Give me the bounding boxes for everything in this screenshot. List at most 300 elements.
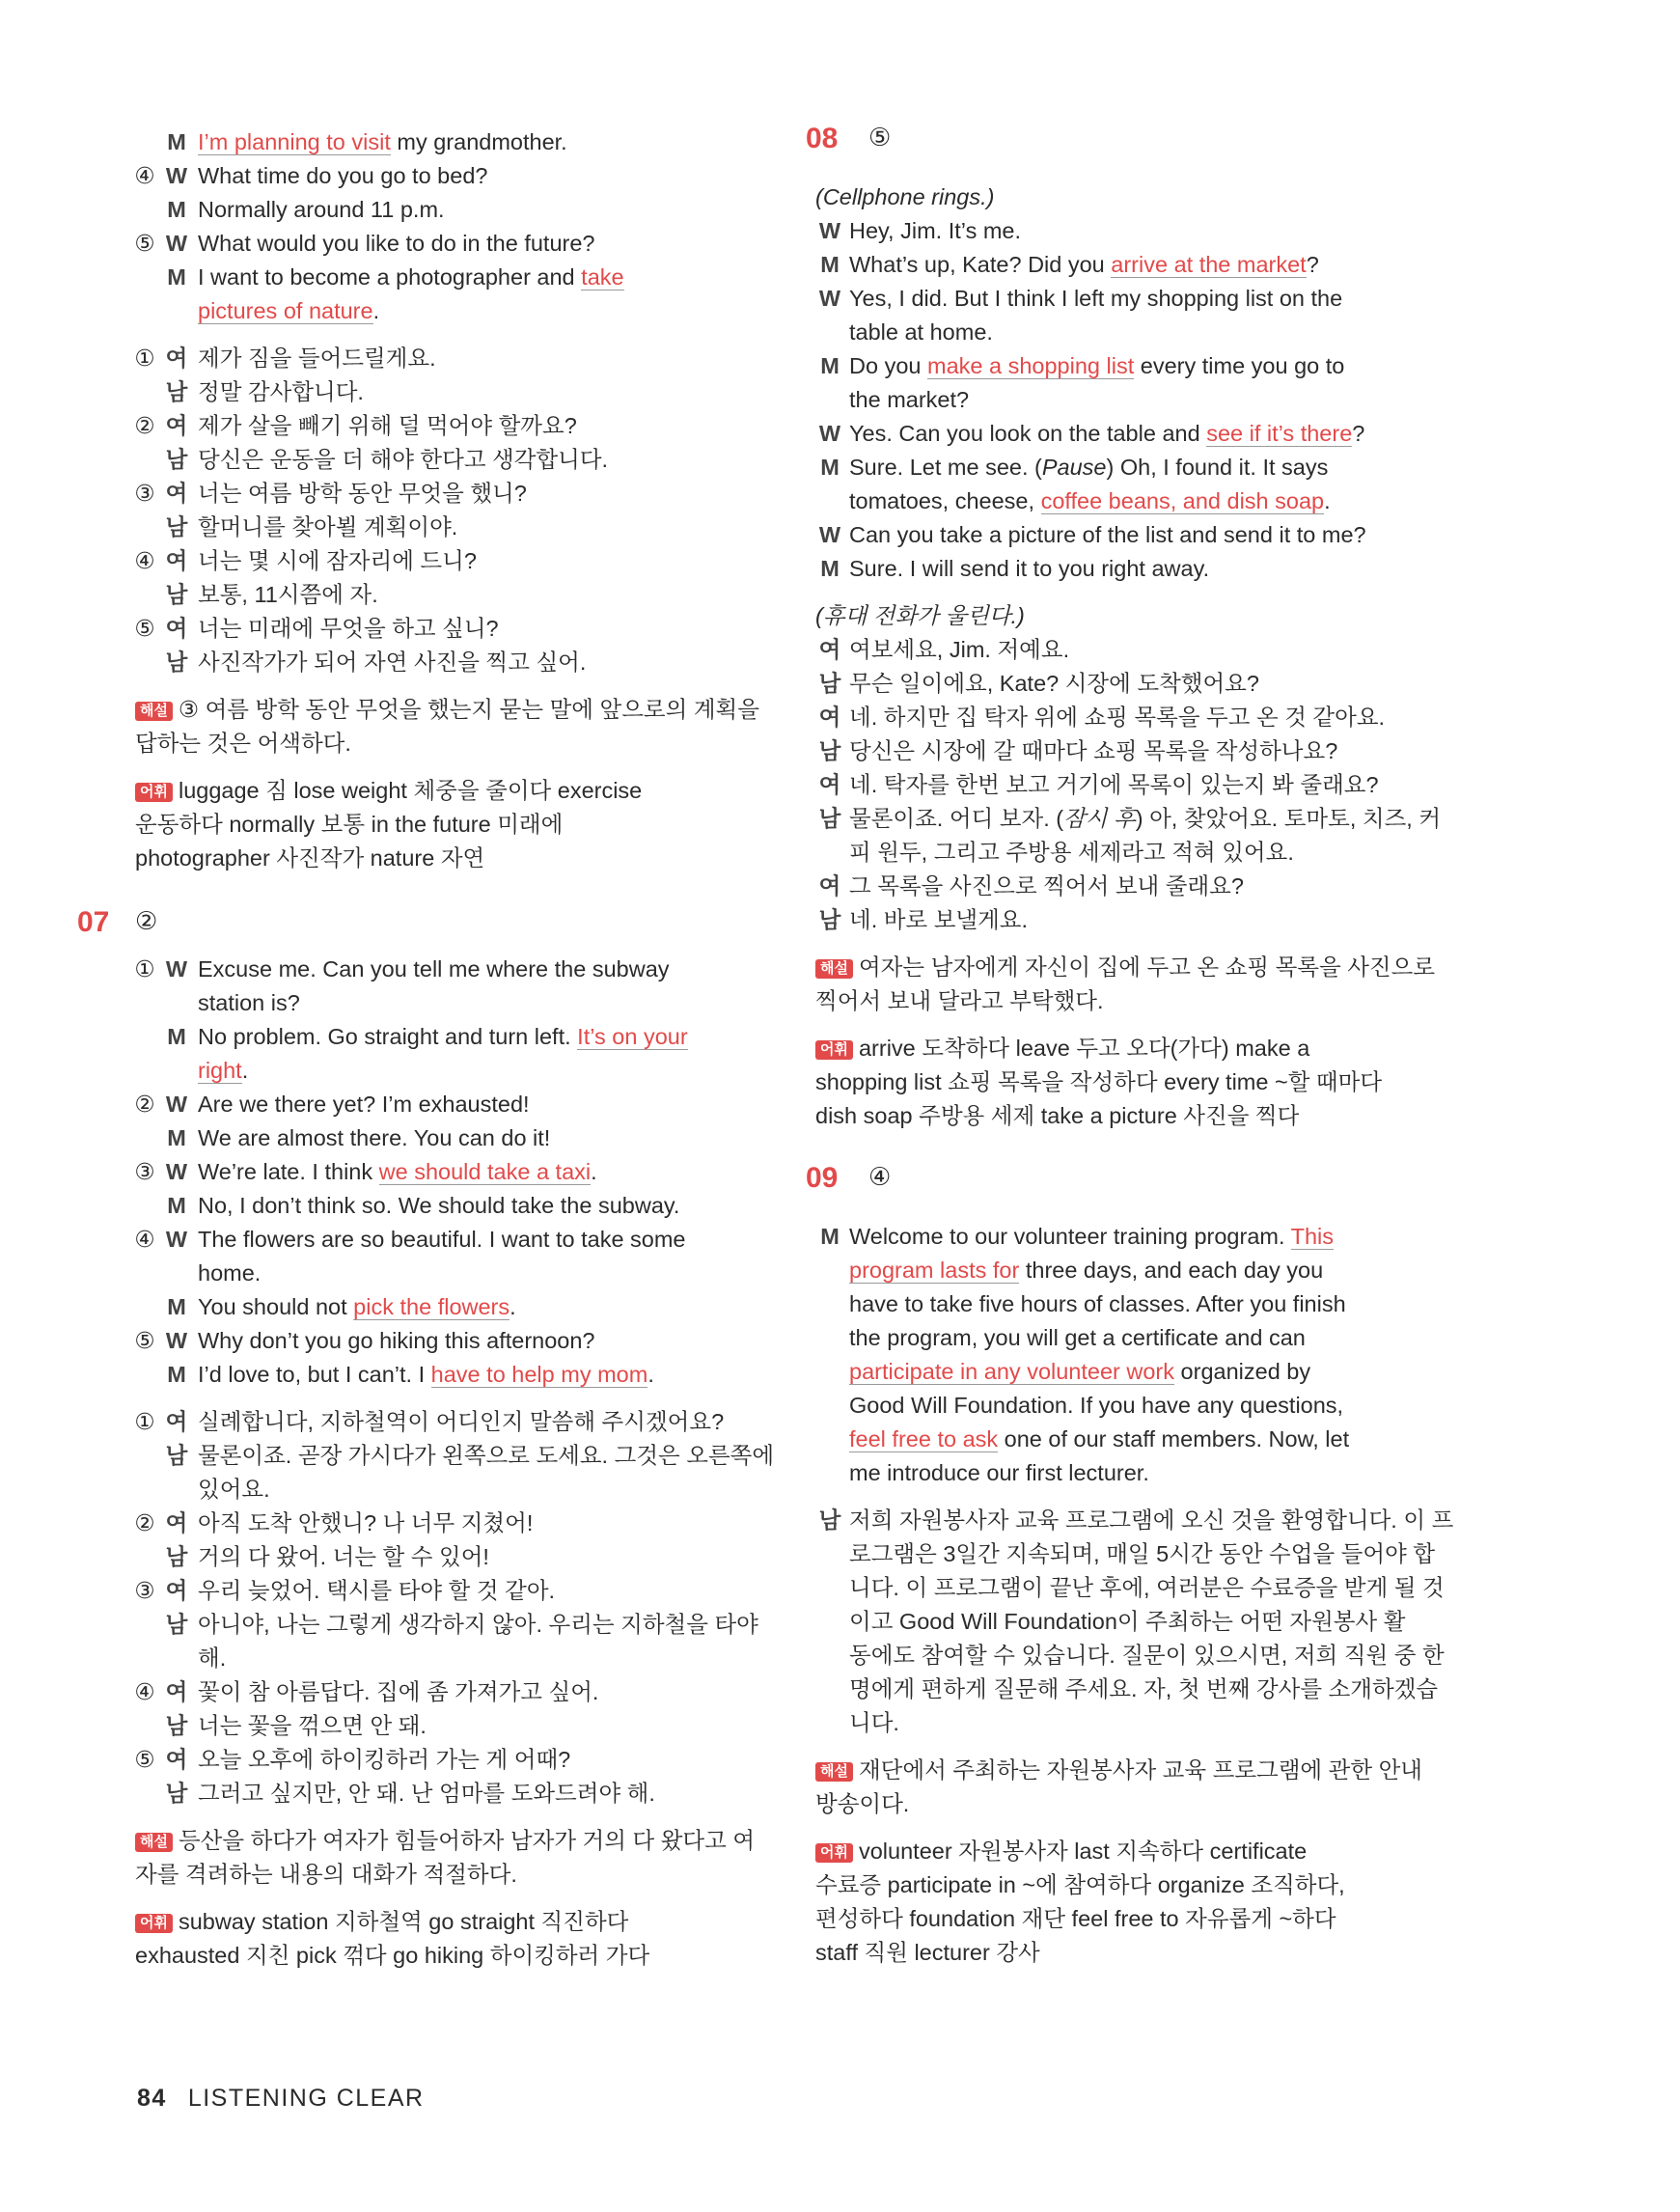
option-number: ① [134, 346, 155, 371]
line-text: 네. 바로 보낼게요. [849, 907, 1029, 932]
speaker: 여 [818, 772, 841, 797]
translation-line [135, 1439, 791, 1473]
vocabulary-text: photographer 사진작가 nature 자연 [135, 845, 485, 871]
dialogue-line [135, 261, 791, 294]
speaker: 남 [165, 1612, 188, 1637]
line-text: me introduce our first lecturer. [849, 1460, 1149, 1485]
speaker: 남 [818, 806, 841, 831]
answer-number: ⑤ [868, 123, 892, 152]
option-number: ④ [134, 1679, 155, 1704]
explanation-text: 재단에서 주최하는 자원봉사자 교육 프로그램에 관한 안내 [858, 1757, 1422, 1783]
explanation-text: ③ 여름 방학 동안 무엇을 했는지 묻는 말에 앞으로의 계획을 [178, 697, 759, 722]
dialogue-line [135, 1155, 791, 1189]
speaker: M [167, 1024, 186, 1049]
line-text: 있어요. [198, 1477, 270, 1502]
speaker: 남 [165, 1544, 188, 1569]
vocabulary-text: dish soap 주방용 세제 take a picture 사진을 찍다 [815, 1103, 1300, 1128]
speaker: 남 [818, 907, 841, 932]
line-text: 사진작가가 되어 자연 사진을 찍고 싶어. [198, 650, 587, 675]
vocabulary [135, 774, 791, 808]
highlight-text: see if it’s there [1206, 421, 1353, 446]
vocabulary-text: luggage 짐 lose weight 체중을 줄이다 exercise [178, 778, 643, 803]
stage-direction [815, 599, 1491, 633]
dialogue-line [815, 282, 1491, 316]
dialogue-line [815, 1456, 1491, 1490]
dialogue-line [135, 1290, 791, 1324]
dialogue-line [815, 248, 1491, 282]
line-text: . [591, 1159, 597, 1184]
line-text: Sure. Let me see. ( [849, 455, 1042, 480]
dialogue-line [135, 227, 791, 261]
speaker: W [165, 1328, 188, 1353]
speaker: M [167, 129, 186, 154]
dialogue-line [135, 1324, 791, 1358]
line-text: Do you [849, 353, 922, 378]
speaker: 여 [165, 346, 188, 371]
answer-number: ④ [868, 1162, 892, 1191]
line-text: Normally around 11 p.m. [198, 197, 445, 222]
line-text: You should not [198, 1294, 347, 1319]
vocabulary-tag: 어휘 [815, 1843, 853, 1863]
option-number: ② [134, 1510, 155, 1535]
line-text: 니다. 이 프로그램이 끝난 후에, 여러분은 수료증을 받게 될 것 [849, 1575, 1445, 1600]
option-number: ② [134, 413, 155, 438]
line-text: 아니야, 나는 그렇게 생각하지 않아. 우리는 지하철을 타야 [198, 1612, 758, 1637]
option-number: ④ [134, 548, 155, 573]
line-text: 네. 탁자를 한번 보고 거기에 목록이 있는지 봐 줄래요? [849, 772, 1379, 797]
dialogue-line [815, 518, 1491, 552]
line-text: I’d love to, but I can’t. I [198, 1362, 426, 1387]
line-text: (Cellphone rings.) [815, 184, 995, 209]
line-text: 할머니를 찾아뵐 계획이야. [198, 514, 458, 539]
dialogue-line [815, 1389, 1491, 1423]
vocabulary-text: arrive 도착하다 leave 두고 오다(가다) make a [858, 1036, 1310, 1061]
translation-line [135, 646, 791, 679]
option-number: ⑤ [134, 1747, 155, 1772]
line-text: table at home. [849, 319, 993, 345]
line-text: . [241, 1058, 249, 1083]
line-text: my grandmother. [397, 129, 567, 154]
line-text: 여보세요, Jim. 저예요. [849, 637, 1070, 662]
speaker: 여 [165, 616, 188, 641]
translation-line [135, 1507, 791, 1540]
speaker: 여 [165, 1409, 188, 1434]
vocabulary-text: subway station 지하철역 go straight 직진하다 [178, 1909, 629, 1934]
highlight-text: participate in any volunteer work [849, 1359, 1175, 1384]
vocabulary [815, 1032, 1491, 1065]
line-text: What’s up, Kate? Did you [849, 252, 1105, 277]
explanation-text: 자를 격려하는 내용의 대화가 적절하다. [135, 1862, 517, 1887]
option-number: ① [134, 956, 155, 982]
vocabulary-text: 수료증 participate in ~에 참여하다 organize 조직하다, [815, 1872, 1345, 1897]
speaker: M [820, 1224, 840, 1249]
line-text: 아직 도착 안했니? 나 너무 지쳤어! [198, 1510, 534, 1535]
speaker: 남 [165, 514, 188, 539]
option-number: ④ [134, 163, 155, 188]
line-text: 로그램은 3일간 지속되며, 매일 5시간 동안 수업을 들어야 합 [849, 1541, 1436, 1566]
dialogue-line [135, 1223, 791, 1257]
speaker: W [165, 956, 188, 982]
translation-line [815, 802, 1491, 836]
question-header [806, 1150, 1491, 1220]
speaker: 여 [165, 1510, 188, 1535]
line-text: 잠시 후 [1063, 806, 1136, 831]
explanation-tag: 해설 [815, 959, 853, 979]
translation-line [135, 1642, 791, 1675]
dialogue-line [815, 349, 1491, 383]
line-text: 피 원두, 그리고 주방용 세제라고 적혀 있어요. [849, 840, 1294, 865]
line-text: 꽃이 참 아름답다. 집에 좀 가져가고 싶어. [198, 1679, 599, 1704]
line-text: 너는 미래에 무엇을 하고 싶니? [198, 616, 499, 641]
dialogue-line [135, 1088, 791, 1121]
line-text: ) 아, 찾았어요. 토마토, 치즈, 커 [1135, 806, 1442, 831]
line-text: tomatoes, cheese, [849, 488, 1035, 513]
highlight-text: arrive at the market [1111, 252, 1307, 277]
dialogue-line [815, 214, 1491, 248]
translation-line [815, 1537, 1491, 1571]
dialogue-line [135, 159, 791, 193]
line-text: 너는 꽃을 꺾으면 안 돼. [198, 1713, 427, 1738]
explanation [135, 1824, 791, 1858]
dialogue-line [815, 1423, 1491, 1456]
vocabulary-text: exhausted 지친 pick 꺾다 go hiking 하이킹하러 가다 [135, 1943, 650, 1968]
translation-line [815, 701, 1491, 734]
dialogue-line [815, 552, 1491, 586]
line-text: 우리 늦었어. 택시를 타야 할 것 같아. [198, 1578, 556, 1603]
speaker: M [167, 1193, 186, 1218]
speaker: M [820, 455, 840, 480]
line-text: 정말 감사합니다. [198, 379, 364, 404]
explanation-tag: 해설 [135, 1833, 173, 1852]
line-text: 실례합니다, 지하철역이 어디인지 말씀해 주시겠어요? [198, 1409, 725, 1434]
speaker: W [165, 231, 188, 256]
highlight-text: right [198, 1058, 242, 1083]
line-text: ) Oh, I found it. It says [1106, 455, 1329, 480]
explanation-text: 등산을 하다가 여자가 힘들어하자 남자가 거의 다 왔다고 여 [178, 1828, 756, 1853]
translation-line [135, 511, 791, 544]
speaker: W [165, 163, 188, 188]
explanation-text: 방송이다. [815, 1791, 910, 1816]
vocabulary-text: staff 직원 lecturer 강사 [815, 1940, 1040, 1965]
line-text: Pause [1041, 455, 1107, 480]
highlight-text: It’s on your [577, 1024, 688, 1049]
line-text: Good Will Foundation. If you have any questions, [849, 1393, 1344, 1418]
speaker: M [167, 197, 186, 222]
line-text: three days, and each day you [1025, 1258, 1324, 1283]
translation-line [815, 1504, 1491, 1537]
vocabulary-tag: 어휘 [815, 1040, 853, 1060]
line-text: 저희 자원봉사자 교육 프로그램에 오신 것을 환영합니다. 이 프 [849, 1507, 1454, 1533]
speaker: 남 [165, 1781, 188, 1806]
vocabulary [135, 1905, 791, 1939]
line-text: I want to become a photographer and [198, 264, 575, 290]
line-text: organized by [1180, 1359, 1311, 1384]
translation-line [815, 870, 1491, 903]
vocabulary-text: volunteer 자원봉사자 last 지속하다 certificate [858, 1839, 1308, 1864]
speaker: 남 [165, 650, 188, 675]
line-text: No, I don’t think so. We should take the subway. [198, 1193, 680, 1218]
translation-line [135, 578, 791, 612]
speaker: 여 [165, 481, 188, 506]
line-text: every time you go to [1140, 353, 1345, 378]
speaker: 남 [165, 447, 188, 472]
line-text: . [647, 1362, 654, 1387]
dialogue-line [815, 484, 1491, 518]
explanation [815, 1754, 1491, 1787]
speaker: 여 [818, 873, 841, 899]
speaker: W [165, 1227, 188, 1252]
dialogue-line [815, 1220, 1491, 1254]
dialogue-line [135, 294, 791, 328]
translation-line [135, 443, 791, 477]
line-text: . [1324, 488, 1331, 513]
line-text: 너는 여름 방학 동안 무엇을 했니? [198, 481, 527, 506]
book-title: LISTENING CLEAR [187, 2085, 425, 2112]
translation-line [135, 375, 791, 409]
answer-number: ② [135, 906, 158, 935]
dialogue-line [815, 451, 1491, 484]
vocabulary-tag: 어휘 [135, 1914, 173, 1933]
speaker: 여 [165, 1747, 188, 1772]
option-number: ③ [134, 481, 155, 506]
line-text: We are almost there. You can do it! [198, 1125, 551, 1150]
line-text: (휴대 전화가 울린다.) [815, 603, 1025, 628]
line-text: the market? [849, 387, 970, 412]
option-number: ⑤ [134, 231, 155, 256]
translation-line [135, 1675, 791, 1709]
option-number: ① [134, 1409, 155, 1434]
vocabulary-tag: 어휘 [135, 783, 173, 802]
speaker: 여 [165, 548, 188, 573]
line-text: 물론이죠. 곧장 가시다가 왼쪽으로 도세요. 그것은 오른쪽에 [198, 1443, 775, 1468]
highlight-text: make a shopping list [927, 353, 1135, 378]
stage-direction [815, 180, 1491, 214]
line-text: 동에도 참여할 수 있습니다. 질문이 있으시면, 저희 직원 중 한 [849, 1643, 1445, 1668]
question-number: 09 [806, 1162, 839, 1194]
line-text: 무슨 일이에요, Kate? 시장에 도착했어요? [849, 671, 1259, 696]
speaker: 남 [165, 1713, 188, 1738]
line-text: 그러고 싶지만, 안 돼. 난 엄마를 도와드려야 해. [198, 1781, 655, 1806]
option-number: ② [134, 1092, 155, 1117]
left-column [77, 125, 791, 1973]
dialogue-line [135, 193, 791, 227]
line-text: ? [1306, 252, 1319, 277]
line-text: Why don’t you go hiking this afternoon? [198, 1328, 595, 1353]
line-text: ? [1352, 421, 1365, 446]
translation-line [135, 1777, 791, 1811]
speaker: 여 [165, 1578, 188, 1603]
highlight-text: have to help my mom [430, 1362, 648, 1387]
line-text: 제가 짐을 들어드릴게요. [198, 346, 436, 371]
line-text: 니다. [849, 1710, 899, 1735]
highlight-text: pick the flowers [353, 1294, 510, 1319]
line-text: Yes, I did. But I think I left my shopping list on the [849, 286, 1343, 311]
page-footer [137, 2085, 425, 2113]
highlight-text: feel free to ask [849, 1426, 999, 1452]
translation-line [135, 409, 791, 443]
question-header [806, 111, 1491, 180]
highlight-text: coffee beans, and dish soap [1040, 488, 1325, 513]
line-text: Yes. Can you look on the table and [849, 421, 1200, 446]
line-text: the program, you will get a certificate and can [849, 1325, 1306, 1350]
dialogue-line [815, 417, 1491, 451]
explanation [135, 693, 791, 727]
translation-line [815, 836, 1491, 870]
speaker: M [167, 1294, 186, 1319]
translation-line [815, 1673, 1491, 1706]
translation-line [135, 1709, 791, 1743]
translation-line [135, 1540, 791, 1574]
dialogue-line [135, 1257, 791, 1290]
speaker: W [165, 1159, 188, 1184]
dialogue-line [135, 953, 791, 986]
speaker: 남 [818, 671, 841, 696]
translation-line [135, 1608, 791, 1642]
line-text: Can you take a picture of the list and send it to me? [849, 522, 1366, 547]
line-text: 오늘 오후에 하이킹하러 가는 게 어때? [198, 1747, 571, 1772]
vocabulary-text: 운동하다 normally 보통 in the future 미래에 [135, 812, 564, 837]
speaker: 여 [165, 1679, 188, 1704]
line-text: 거의 다 왔어. 너는 할 수 있어! [198, 1544, 489, 1569]
speaker: 남 [165, 582, 188, 607]
translation-line [815, 1571, 1491, 1605]
option-number: ⑤ [134, 616, 155, 641]
speaker: M [167, 1125, 186, 1150]
translation-line [135, 1473, 791, 1507]
translation-line [815, 903, 1491, 937]
right-column [806, 121, 1491, 1970]
line-text: station is? [198, 990, 300, 1015]
explanation-text: 답하는 것은 어색하다. [135, 731, 351, 756]
translation-line [815, 1706, 1491, 1740]
line-text: one of our staff members. Now, let [1004, 1426, 1350, 1452]
line-text: home. [198, 1260, 262, 1286]
dialogue-line [135, 986, 791, 1020]
line-text: 명에게 편하게 질문해 주세요. 자, 첫 번째 강사를 소개하겠습 [849, 1676, 1439, 1701]
translation-line [815, 1639, 1491, 1673]
line-text: have to take five hours of classes. After you finish [849, 1291, 1346, 1316]
line-text: We’re late. I think [198, 1159, 373, 1184]
line-text: 당신은 운동을 더 해야 한다고 생각합니다. [198, 447, 609, 472]
line-text: What would you like to do in the future? [198, 231, 595, 256]
highlight-text: This [1290, 1224, 1335, 1249]
speaker: 남 [165, 379, 188, 404]
dialogue-line [135, 1189, 791, 1223]
translation-line [135, 1574, 791, 1608]
line-text: 그 목록을 사진으로 찍어서 보내 줄래요? [849, 873, 1244, 899]
translation-line [135, 1405, 791, 1439]
option-number: ④ [134, 1227, 155, 1252]
option-number: ⑤ [134, 1328, 155, 1353]
translation-line [815, 667, 1491, 701]
question-number: 08 [806, 123, 839, 154]
speaker: W [818, 522, 841, 547]
speaker: 남 [165, 1443, 188, 1468]
line-text: 보통, 11시쯤에 자. [198, 582, 378, 607]
line-text: 해. [198, 1645, 227, 1671]
speaker: 여 [165, 413, 188, 438]
explanation-text: 여자는 남자에게 자신이 집에 두고 온 쇼핑 목록을 사진으로 [858, 954, 1436, 980]
highlight-text: pictures of nature [198, 298, 373, 323]
highlight-text: I’m planning to visit [198, 129, 391, 154]
vocabulary [815, 1835, 1491, 1868]
dialogue-line [815, 316, 1491, 349]
dialogue-line [815, 383, 1491, 417]
explanation-tag: 해설 [815, 1762, 853, 1782]
highlight-text: we should take a taxi [378, 1159, 592, 1184]
highlight-text: program lasts for [849, 1258, 1020, 1283]
speaker: M [820, 252, 840, 277]
highlight-text: take [581, 264, 624, 290]
line-text: Are we there yet? I’m exhausted! [198, 1092, 530, 1117]
speaker: 남 [818, 738, 841, 763]
translation-line [815, 768, 1491, 802]
explanation [815, 951, 1491, 984]
dialogue-line [135, 125, 791, 159]
explanation-tag: 해설 [135, 702, 173, 721]
dialogue-line [815, 1321, 1491, 1355]
explanation-text: 찍어서 보내 달라고 부탁했다. [815, 988, 1104, 1013]
line-text: 물론이죠. 어디 보자. ( [849, 806, 1064, 831]
question-number: 07 [77, 906, 110, 938]
speaker: W [818, 218, 841, 243]
speaker: 남 [818, 1507, 841, 1533]
line-text: Welcome to our volunteer training program. [849, 1224, 1285, 1249]
speaker: M [820, 556, 840, 581]
translation-line [135, 342, 791, 375]
dialogue-line [815, 1287, 1491, 1321]
line-text: Excuse me. Can you tell me where the subway [198, 956, 670, 982]
translation-line [135, 477, 791, 511]
vocabulary-text: shopping list 쇼핑 목록을 작성하다 every time ~할 때마다 [815, 1069, 1383, 1094]
speaker: 여 [818, 637, 841, 662]
translation-line [815, 1605, 1491, 1639]
line-text: The flowers are so beautiful. I want to take some [198, 1227, 686, 1252]
line-text: Hey, Jim. It’s me. [849, 218, 1022, 243]
dialogue-line [815, 1254, 1491, 1287]
line-text: 네. 하지만 집 탁자 위에 쇼핑 목록을 두고 온 것 같아요. [849, 705, 1386, 730]
line-text: No problem. Go straight and turn left. [198, 1024, 571, 1049]
line-text: . [510, 1294, 516, 1319]
line-text: 당신은 시장에 갈 때마다 쇼핑 목록을 작성하나요? [849, 738, 1338, 763]
line-text: 이고 Good Will Foundation이 주최하는 어떤 자원봉사 활 [849, 1609, 1406, 1634]
line-text: 제가 살을 빼기 위해 덜 먹어야 할까요? [198, 413, 577, 438]
line-text: . [372, 298, 380, 323]
speaker: M [167, 1362, 186, 1387]
line-text: What time do you go to bed? [198, 163, 488, 188]
translation-line [135, 544, 791, 578]
speaker: M [820, 353, 840, 378]
dialogue-line [135, 1358, 791, 1392]
line-text: Sure. I will send it to you right away. [849, 556, 1210, 581]
speaker: W [818, 286, 841, 311]
option-number: ③ [134, 1578, 155, 1603]
option-number: ③ [134, 1159, 155, 1184]
vocabulary-text: 편성하다 foundation 재단 feel free to 자유롭게 ~하다 [815, 1906, 1336, 1931]
translation-line [815, 633, 1491, 667]
dialogue-line [815, 1355, 1491, 1389]
page-number: 84 [137, 2085, 167, 2112]
translation-line [815, 734, 1491, 768]
translation-line [135, 1743, 791, 1777]
question-header [77, 895, 791, 953]
dialogue-line [135, 1054, 791, 1088]
dialogue-line [135, 1020, 791, 1054]
dialogue-line [135, 1121, 791, 1155]
translation-line [135, 612, 791, 646]
speaker: 여 [818, 705, 841, 730]
speaker: M [167, 264, 186, 290]
